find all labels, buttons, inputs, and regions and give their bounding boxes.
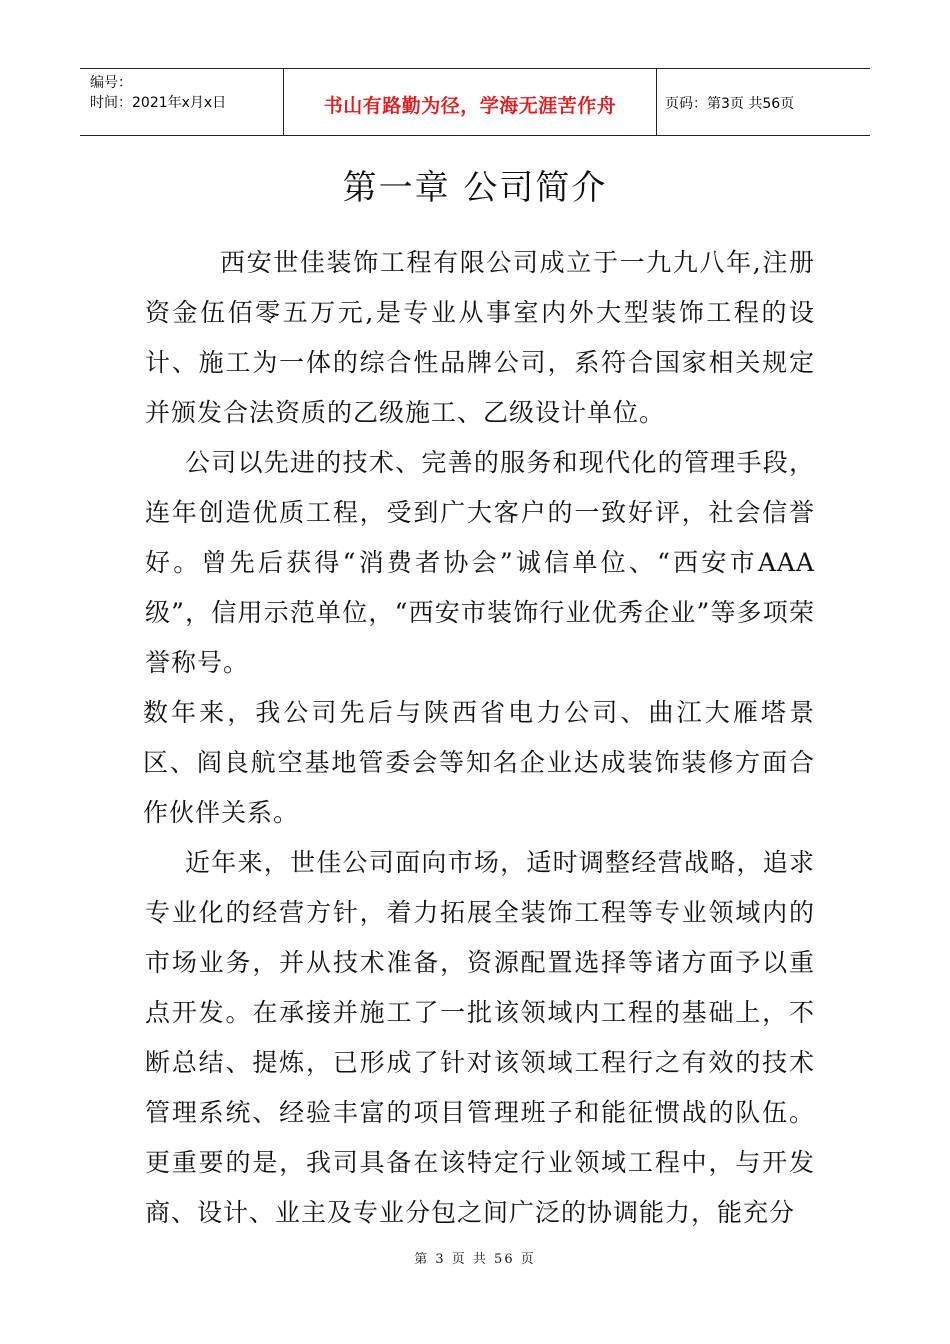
header-motto: 书山有路勤为径，学海无涯苦作舟 (323, 95, 617, 117)
chapter-title: 第一章 公司简介 (342, 168, 608, 208)
paragraph: 数年来，我公司先后与陕西省电力公司、曲江大雁塔景区、阎良航空基地管委会等知名企业达成装饰装修方面合作伙伴关系。 (143, 698, 815, 827)
header-divider (656, 69, 657, 135)
header-meta (90, 73, 226, 113)
header-page-info: 页码：第3页 共56页 (665, 96, 795, 112)
body-text (145, 238, 815, 1238)
number-label: 编号： (90, 75, 132, 91)
paragraph: 近年来，世佳公司面向市场，适时调整经营战略，追求专业化的经营方针，着力拓展全装饰工程等专业领域内的市场业务，并从技术准备，资源配置选择等诸方面予以重点开发。在承接并施工了一批该领域内工程的基础上，不断总结、提炼，已形成了针对该领域工程行之有效的技术管理系统、经验丰富的项目管理班子和能征惯战的队伍。更重要的是，我司具备在该特定行业领域工程中，与开发商、设计、业主及专业分包之间广泛的协调能力，能充分 (145, 848, 815, 1227)
page-header (80, 68, 870, 136)
paragraph: 公司以先进的技术、完善的服务和现代化的管理手段，连年创造优质工程，受到广大客户的一致好评，社会信誉好。曾先后获得“消费者协会”诚信单位、“西安市AAA级”，信用示范单位，“西安市装饰行业优秀企业”等多项荣誉称号。 (145, 448, 815, 677)
paragraph: 西安世佳装饰工程有限公司成立于一九九八年,注册资金伍佰零五万元,是专业从事室内外大型装饰工程的设计、施工为一体的综合性品牌公司，系符合国家相关规定并颁发合法资质的乙级施工、乙级设计单位。 (145, 248, 815, 427)
time-label: 时间：2021年x月x日 (90, 95, 227, 111)
page-footer: 第 3 页 共 56 页 (414, 1252, 536, 1267)
